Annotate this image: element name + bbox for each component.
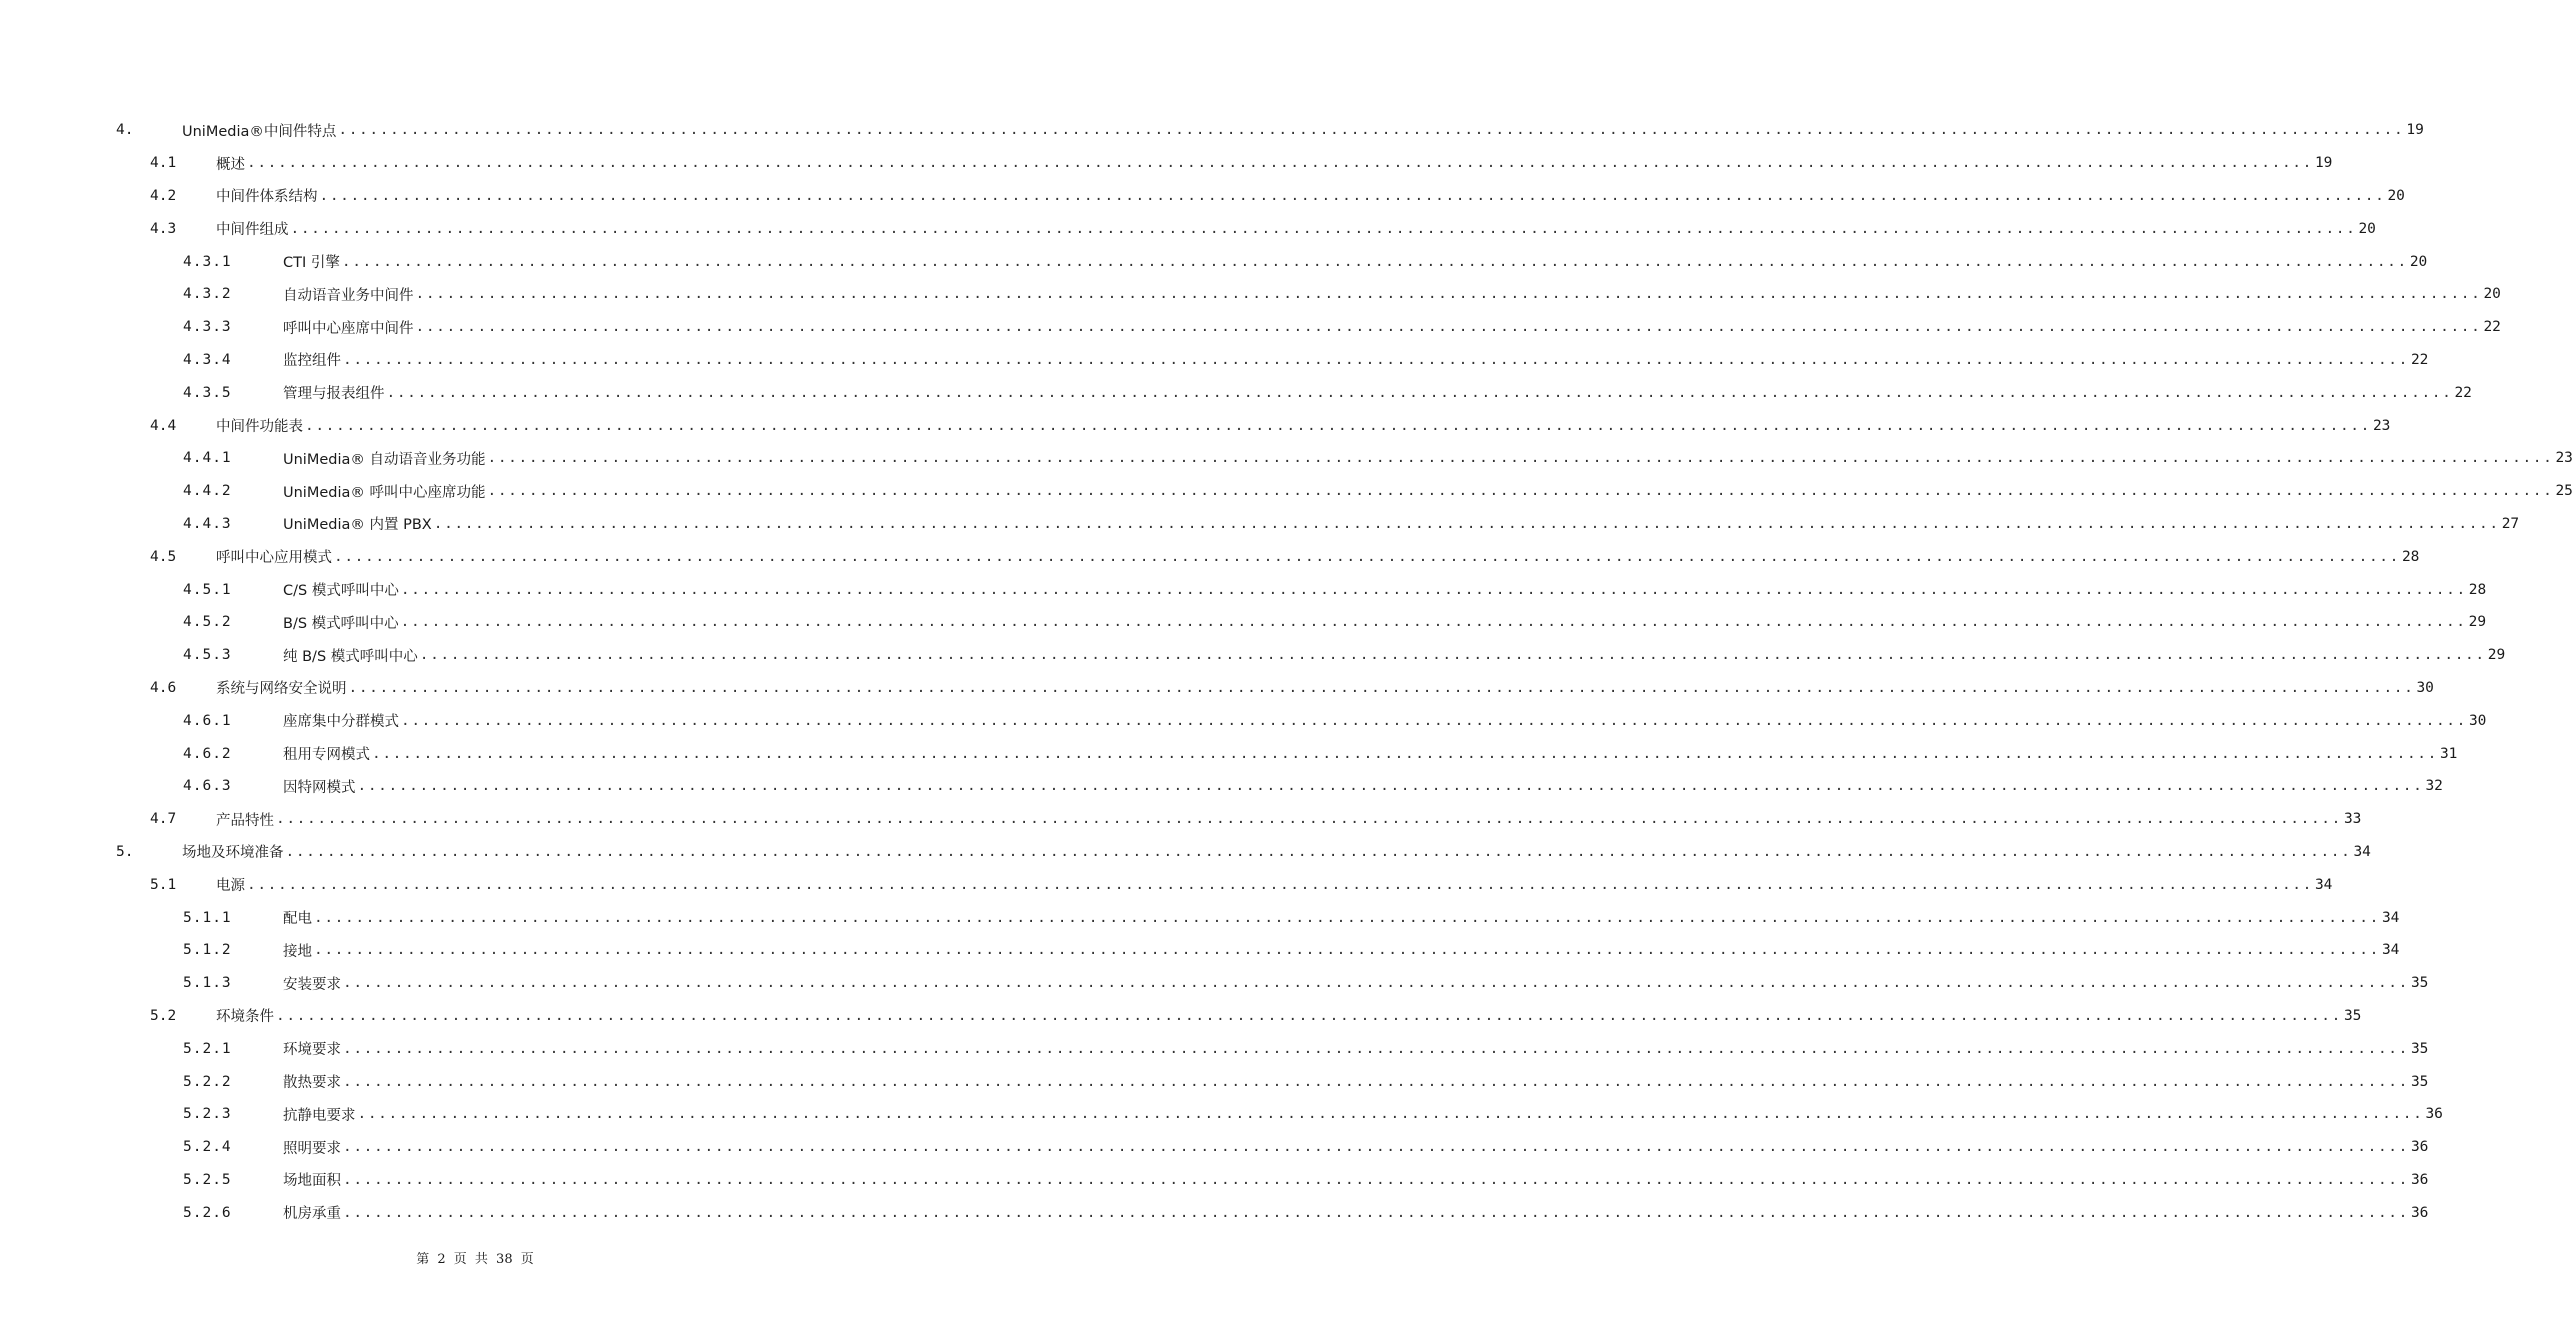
toc-entry-number: 4.3.3 <box>183 319 232 336</box>
toc-dot-leader: ........................................................................................................................................................................................................ <box>415 319 2482 336</box>
toc-entry-title: 环境条件 <box>216 1009 274 1026</box>
toc-entry-page-number: 33 <box>2343 811 2362 828</box>
toc-entry-line <box>216 415 2391 436</box>
toc-entry-number: 4.5.3 <box>183 647 232 664</box>
toc-entry-page-number: 19 <box>2314 155 2333 172</box>
toc-entry-page-number: 30 <box>2416 679 2434 696</box>
toc-dot-leader: ........................................................................................................................................................................................................ <box>276 1007 2342 1024</box>
toc-entry-title: 抗静电要求 <box>283 1107 356 1124</box>
toc-entry-line <box>283 612 2487 633</box>
toc-entry-line <box>216 218 2376 239</box>
toc-dot-leader: ........................................................................................................................................................................................................ <box>247 155 2313 172</box>
toc-entry-title: 概述 <box>216 156 245 173</box>
toc-entry-page-number: 22 <box>2454 384 2472 401</box>
toc-entry-title: UniMedia® 内置 PBX <box>283 517 432 534</box>
toc-dot-leader: ........................................................................................................................................................................................................ <box>314 909 2380 926</box>
toc-dot-leader: ........................................................................................................................................................................................................ <box>386 384 2453 401</box>
toc-dot-leader: ........................................................................................................................................................................................................ <box>343 1040 2409 1057</box>
toc-entry-title: 安装要求 <box>283 976 341 993</box>
toc-entry-number: 5.2.5 <box>183 1171 232 1188</box>
toc-dot-leader: ........................................................................................................................................................................................................ <box>348 679 2415 696</box>
toc-entry[interactable] <box>0 967 2429 1000</box>
toc-entry-number: 4.4.3 <box>183 515 232 532</box>
toc-entry-line <box>283 382 2472 403</box>
toc-entry-page-number: 20 <box>2409 253 2428 270</box>
toc-dot-leader: ........................................................................................................................................................................................................ <box>343 1139 2409 1156</box>
toc-entry-title: 场地面积 <box>283 1173 341 1190</box>
toc-entry[interactable] <box>0 868 2333 901</box>
toc-entry-title: 中间件体系结构 <box>216 189 318 206</box>
toc-entry-line <box>283 317 2501 338</box>
toc-entry-line <box>216 677 2434 698</box>
toc-dot-leader: ........................................................................................................................................................................................................ <box>319 187 2386 204</box>
toc-entry-line <box>216 185 2405 206</box>
toc-entry-line <box>283 1137 2429 1158</box>
toc-entry-line <box>283 710 2487 731</box>
toc-dot-leader: ........................................................................................................................................................................................................ <box>401 712 2467 729</box>
toc-entry-number: 5.2.6 <box>183 1204 232 1221</box>
toc-entry-page-number: 20 <box>2387 187 2405 204</box>
toc-entry-page-number: 36 <box>2425 1106 2443 1123</box>
toc-dot-leader: ........................................................................................................................................................................................................ <box>276 811 2342 828</box>
toc-entry-page-number: 34 <box>2381 909 2400 926</box>
toc-entry-line <box>216 809 2362 830</box>
toc-entry[interactable] <box>0 245 2428 278</box>
toc-entry-page-number: 35 <box>2410 1040 2429 1057</box>
toc-entry-title: 纯 B/S 模式呼叫中心 <box>283 648 418 665</box>
toc-entry-title: 场地及环境准备 <box>182 845 284 862</box>
toc-entry-line <box>283 1104 2443 1125</box>
toc-dot-leader: ........................................................................................................................................................................................................ <box>341 253 2408 270</box>
toc-entry[interactable] <box>0 1065 2429 1098</box>
toc-entry-line <box>283 907 2400 928</box>
toc-dot-leader: ........................................................................................................................................................................................................ <box>487 450 2554 467</box>
toc-entry-title: UniMedia® 呼叫中心座席功能 <box>283 484 486 501</box>
toc-entry-line <box>283 284 2501 305</box>
toc-entry[interactable] <box>0 901 2400 934</box>
toc-entry-number: 4.3.2 <box>183 286 232 303</box>
toc-entry-page-number: 35 <box>2343 1007 2362 1024</box>
toc-entry-line <box>283 645 2506 666</box>
toc-entry-page-number: 36 <box>2410 1139 2429 1156</box>
toc-entry[interactable] <box>0 278 2501 311</box>
toc-entry-line <box>216 1005 2362 1026</box>
toc-entry-number: 4.4 <box>150 417 177 434</box>
toc-entry-title: 产品特性 <box>216 812 274 829</box>
toc-entry-line <box>283 579 2487 600</box>
toc-entry-title: C/S 模式呼叫中心 <box>283 583 399 600</box>
toc-entry-number: 4.5.2 <box>183 614 232 631</box>
toc-entry-title: CTI 引擎 <box>283 255 340 272</box>
toc-entry-page-number: 29 <box>2468 614 2487 631</box>
toc-entry-title: 租用专网模式 <box>283 747 370 764</box>
toc-entry-number: 4.6.3 <box>183 778 232 795</box>
toc-entry-number: 5.2.2 <box>183 1073 232 1090</box>
toc-dot-leader: ........................................................................................................................................................................................................ <box>419 647 2486 664</box>
toc-entry-number: 5.1.1 <box>183 909 232 926</box>
toc-entry[interactable] <box>0 704 2487 737</box>
toc-entry-title: 呼叫中心应用模式 <box>216 550 332 567</box>
toc-entry[interactable] <box>0 1164 2429 1197</box>
toc-entry-line <box>216 153 2333 174</box>
toc-dot-leader: ........................................................................................................................................................................................................ <box>343 1073 2409 1090</box>
toc-entry-title: 环境要求 <box>283 1042 341 1059</box>
toc-entry-page-number: 28 <box>2401 548 2420 565</box>
toc-entry-number: 5.1.2 <box>183 942 232 959</box>
toc-entry-line <box>283 1038 2429 1059</box>
toc-entry-number: 4.4.2 <box>183 483 232 500</box>
toc-entry-page-number: 22 <box>2483 319 2501 336</box>
toc-entry-title: 机房承重 <box>283 1206 341 1223</box>
toc-entry-number: 4.4.1 <box>183 450 232 467</box>
toc-entry[interactable] <box>0 573 2487 606</box>
toc-dot-leader: ........................................................................................................................................................................................................ <box>433 515 2500 532</box>
toc-entry-page-number: 25 <box>2555 483 2573 500</box>
toc-entry-page-number: 34 <box>2381 942 2400 959</box>
toc-entry-number: 4.3.5 <box>183 384 232 401</box>
toc-entry[interactable] <box>0 1131 2429 1164</box>
toc-dot-leader: ........................................................................................................................................................................................................ <box>343 1204 2409 1221</box>
toc-dot-leader: ........................................................................................................................................................................................................ <box>343 351 2409 368</box>
toc-entry[interactable] <box>0 114 2424 147</box>
toc-entry-line <box>283 481 2573 502</box>
toc-entry[interactable] <box>0 540 2420 573</box>
toc-entry-number: 5.1 <box>150 876 177 893</box>
toc-entry-page-number: 19 <box>2406 122 2424 139</box>
toc-entry[interactable] <box>0 508 2520 541</box>
toc-entry-page-number: 20 <box>2358 220 2376 237</box>
toc-entry-line <box>283 513 2520 534</box>
toc-entry-title: 散热要求 <box>283 1075 341 1091</box>
toc-dot-leader: ........................................................................................................................................................................................................ <box>305 417 2371 434</box>
toc-entry-line <box>216 546 2420 567</box>
toc-entry[interactable] <box>0 212 2376 245</box>
toc-entry-line <box>283 448 2573 469</box>
toc-dot-leader: ........................................................................................................................................................................................................ <box>400 614 2467 631</box>
toc-entry-line <box>182 841 2371 862</box>
toc-entry-number: 4.5 <box>150 548 177 565</box>
toc-entry-number: 4.6.1 <box>183 712 232 729</box>
toc-entry-number: 4.2 <box>150 187 177 204</box>
toc-entry-title: 照明要求 <box>283 1140 341 1157</box>
toc-entry-line <box>182 120 2424 141</box>
toc-entry-line <box>283 349 2429 370</box>
toc-entry-number: 4.6.2 <box>183 745 232 762</box>
toc-entry[interactable] <box>0 672 2434 705</box>
toc-entry-page-number: 20 <box>2483 286 2501 303</box>
toc-dot-leader: ........................................................................................................................................................................................................ <box>338 122 2405 139</box>
page-footer: 第 2 页 共 38 页 <box>416 1252 534 1267</box>
toc-entry-number: 5.1.3 <box>183 975 232 992</box>
toc-dot-leader: ........................................................................................................................................................................................................ <box>314 942 2380 959</box>
toc-entry-title: B/S 模式呼叫中心 <box>283 615 399 632</box>
toc-entry[interactable] <box>0 344 2429 377</box>
toc-entry-page-number: 34 <box>2353 843 2371 860</box>
toc-entry-page-number: 35 <box>2410 1073 2429 1090</box>
toc-entry-line <box>283 251 2428 272</box>
toc-entry-title: UniMedia® 自动语音业务功能 <box>283 451 486 468</box>
toc-entry-number: 5. <box>116 843 134 860</box>
toc-entry-page-number: 22 <box>2410 351 2429 368</box>
toc-entry-title: 监控组件 <box>283 353 341 370</box>
toc-entry-line <box>216 874 2333 895</box>
toc-entry[interactable] <box>0 376 2472 409</box>
toc-entry-page-number: 31 <box>2439 745 2458 762</box>
toc-entry[interactable] <box>0 180 2405 213</box>
toc-entry[interactable] <box>0 1032 2429 1065</box>
table-of-contents <box>0 114 2573 1229</box>
toc-entry-page-number: 30 <box>2468 712 2487 729</box>
toc-entry[interactable] <box>0 409 2391 442</box>
toc-entry-title: 管理与报表组件 <box>283 386 385 403</box>
toc-dot-leader: ........................................................................................................................................................................................................ <box>487 483 2554 500</box>
toc-entry[interactable] <box>0 311 2501 344</box>
toc-entry-page-number: 35 <box>2410 975 2429 992</box>
toc-entry-number: 4.3.1 <box>183 253 232 270</box>
toc-entry-line <box>283 776 2443 797</box>
toc-entry-line <box>283 743 2458 764</box>
toc-entry-page-number: 23 <box>2555 450 2573 467</box>
toc-entry[interactable] <box>0 442 2573 475</box>
toc-entry-line <box>283 1071 2429 1092</box>
toc-dot-leader: ........................................................................................................................................................................................................ <box>400 581 2467 598</box>
toc-entry-number: 5.2.4 <box>183 1139 232 1156</box>
toc-entry-title: 呼叫中心座席中间件 <box>283 320 414 337</box>
toc-entry-title: 因特网模式 <box>283 779 356 796</box>
toc-entry[interactable] <box>0 803 2362 836</box>
toc-entry-page-number: 34 <box>2314 876 2333 893</box>
toc-entry-line <box>283 940 2400 961</box>
toc-dot-leader: ........................................................................................................................................................................................................ <box>343 1171 2409 1188</box>
toc-entry-number: 4.1 <box>150 155 177 172</box>
toc-entry-title: 自动语音业务中间件 <box>283 287 414 304</box>
toc-entry[interactable] <box>0 475 2573 508</box>
toc-dot-leader: ........................................................................................................................................................................................................ <box>290 220 2357 237</box>
toc-dot-leader: ........................................................................................................................................................................................................ <box>343 975 2409 992</box>
toc-dot-leader: ........................................................................................................................................................................................................ <box>372 745 2438 762</box>
toc-entry-page-number: 36 <box>2410 1171 2429 1188</box>
toc-entry-title: UniMedia®中间件特点 <box>182 123 337 140</box>
toc-entry-number: 5.2.1 <box>183 1040 232 1057</box>
toc-entry-page-number: 23 <box>2372 417 2391 434</box>
toc-entry-line <box>283 973 2429 994</box>
toc-entry-line <box>283 1202 2429 1223</box>
toc-entry-number: 5.2 <box>150 1007 177 1024</box>
toc-entry[interactable] <box>0 639 2506 672</box>
toc-entry-title: 系统与网络安全说明 <box>216 681 347 698</box>
toc-entry-title: 接地 <box>283 943 312 960</box>
toc-entry[interactable] <box>0 737 2458 770</box>
toc-dot-leader: ........................................................................................................................................................................................................ <box>415 286 2482 303</box>
toc-entry-title: 中间件功能表 <box>216 419 303 436</box>
toc-entry-title: 电源 <box>216 878 245 895</box>
toc-entry-title: 座席集中分群模式 <box>283 714 399 731</box>
toc-entry-page-number: 28 <box>2468 581 2487 598</box>
toc-entry-page-number: 29 <box>2487 647 2506 664</box>
toc-entry[interactable] <box>0 770 2443 803</box>
toc-entry[interactable] <box>0 836 2371 869</box>
toc-entry-number: 4.5.1 <box>183 581 232 598</box>
toc-entry[interactable] <box>0 1000 2362 1033</box>
toc-entry[interactable] <box>0 147 2333 180</box>
toc-entry[interactable] <box>0 606 2487 639</box>
toc-entry-number: 4.3 <box>150 220 177 237</box>
toc-entry-title: 中间件组成 <box>216 222 289 239</box>
toc-entry-title: 配电 <box>283 911 312 928</box>
toc-dot-leader: ........................................................................................................................................................................................................ <box>357 778 2424 795</box>
toc-entry[interactable] <box>0 1196 2429 1229</box>
toc-entry-number: 4.6 <box>150 679 177 696</box>
toc-entry-number: 4.3.4 <box>183 351 232 368</box>
toc-dot-leader: ........................................................................................................................................................................................................ <box>334 548 2400 565</box>
toc-entry-line <box>283 1169 2429 1190</box>
toc-entry-page-number: 32 <box>2425 778 2443 795</box>
toc-entry-number: 4. <box>116 122 134 139</box>
toc-dot-leader: ........................................................................................................................................................................................................ <box>357 1106 2424 1123</box>
toc-entry-number: 4.7 <box>150 811 177 828</box>
toc-entry[interactable] <box>0 1098 2443 1131</box>
toc-entry-page-number: 36 <box>2410 1204 2429 1221</box>
toc-dot-leader: ........................................................................................................................................................................................................ <box>285 843 2352 860</box>
toc-dot-leader: ........................................................................................................................................................................................................ <box>247 876 2313 893</box>
toc-entry[interactable] <box>0 934 2400 967</box>
toc-entry-number: 5.2.3 <box>183 1106 232 1123</box>
toc-entry-page-number: 27 <box>2501 515 2520 532</box>
